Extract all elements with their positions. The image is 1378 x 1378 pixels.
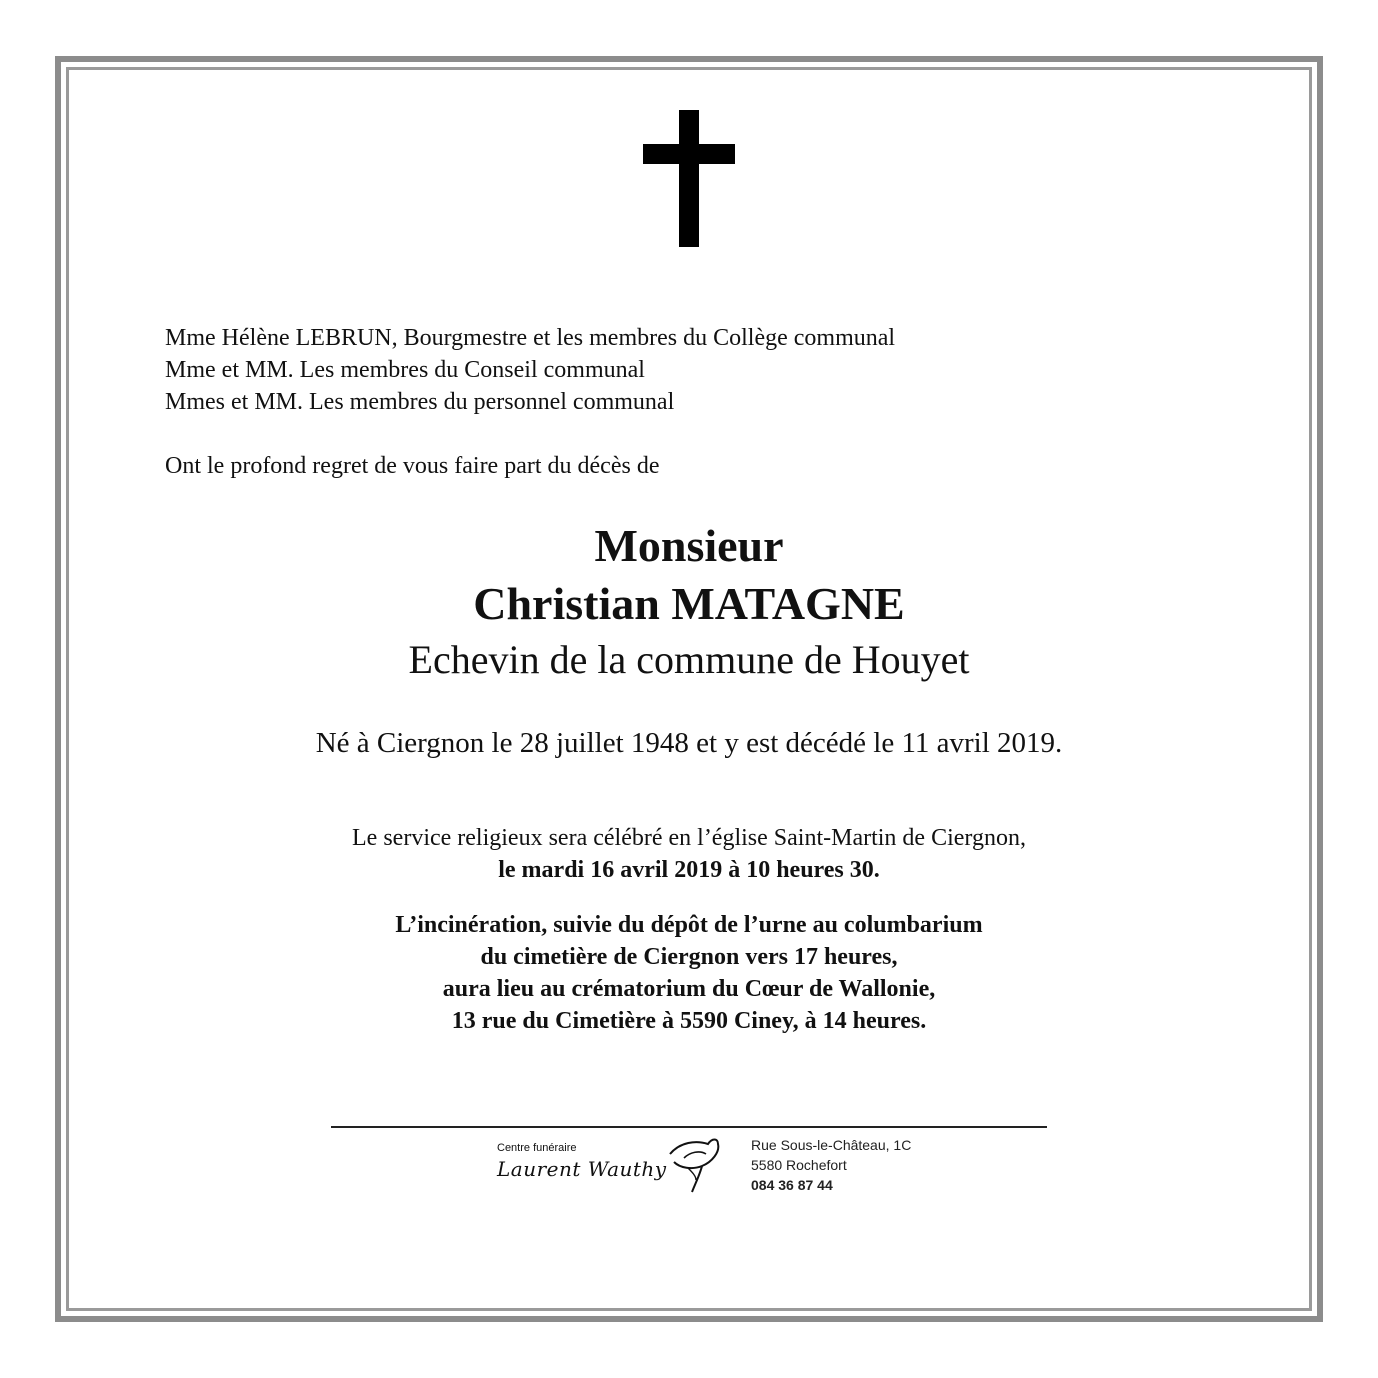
service-date: le mardi 16 avril 2019 à 10 heures 30. bbox=[498, 857, 880, 883]
address-city: 5580 Rochefort bbox=[751, 1157, 847, 1173]
deceased-title: Monsieur bbox=[594, 520, 784, 571]
sender-line: Mmes et MM. Les membres du personnel communal bbox=[165, 389, 675, 415]
phone-number: 084 36 87 44 bbox=[751, 1177, 833, 1193]
sender-line: Mme et MM. Les membres du Conseil communal bbox=[165, 357, 645, 383]
cremation-line: L’incinération, suivie du dépôt de l’urne au columbarium bbox=[395, 912, 983, 938]
cross-vertical-bar bbox=[679, 110, 699, 247]
cremation-block bbox=[0, 909, 1378, 1037]
senders-block bbox=[165, 322, 895, 418]
funeral-home-address bbox=[751, 1135, 911, 1195]
cross-icon bbox=[643, 110, 735, 247]
cremation-line: 13 rue du Cimetière à 5590 Ciney, à 14 heures. bbox=[451, 1008, 927, 1034]
service-text: Le service religieux sera célébré en l’église Saint-Martin de Ciergnon, bbox=[352, 825, 1026, 851]
cremation-line: aura lieu au crématorium du Cœur de Wallonie, bbox=[442, 976, 936, 1002]
funeral-home-logo-text: Laurent Wauthy bbox=[497, 1157, 667, 1181]
cremation-line: du cimetière de Ciergnon vers 17 heures, bbox=[480, 944, 898, 970]
deceased-role: Echevin de la commune de Houyet bbox=[408, 637, 970, 682]
cross-horizontal-bar bbox=[643, 144, 735, 164]
inner-border bbox=[66, 67, 1312, 1311]
divider-line bbox=[331, 1126, 1047, 1128]
funeral-home-footer bbox=[490, 1132, 930, 1194]
sender-line: Mme Hélène LEBRUN, Bourgmestre et les membres du Collège communal bbox=[165, 325, 896, 351]
address-street: Rue Sous-le-Château, 1C bbox=[751, 1137, 912, 1153]
birth-death-dates: Né à Ciergnon le 28 juillet 1948 et y est décédé le 11 avril 2019. bbox=[315, 727, 1063, 759]
calla-lily-icon bbox=[662, 1132, 724, 1194]
announcement-intro: Ont le profond regret de vous faire part du décès de bbox=[165, 453, 660, 479]
funeral-home-label: Centre funéraire bbox=[497, 1142, 577, 1154]
deceased-name: Christian MATAGNE bbox=[473, 578, 905, 629]
